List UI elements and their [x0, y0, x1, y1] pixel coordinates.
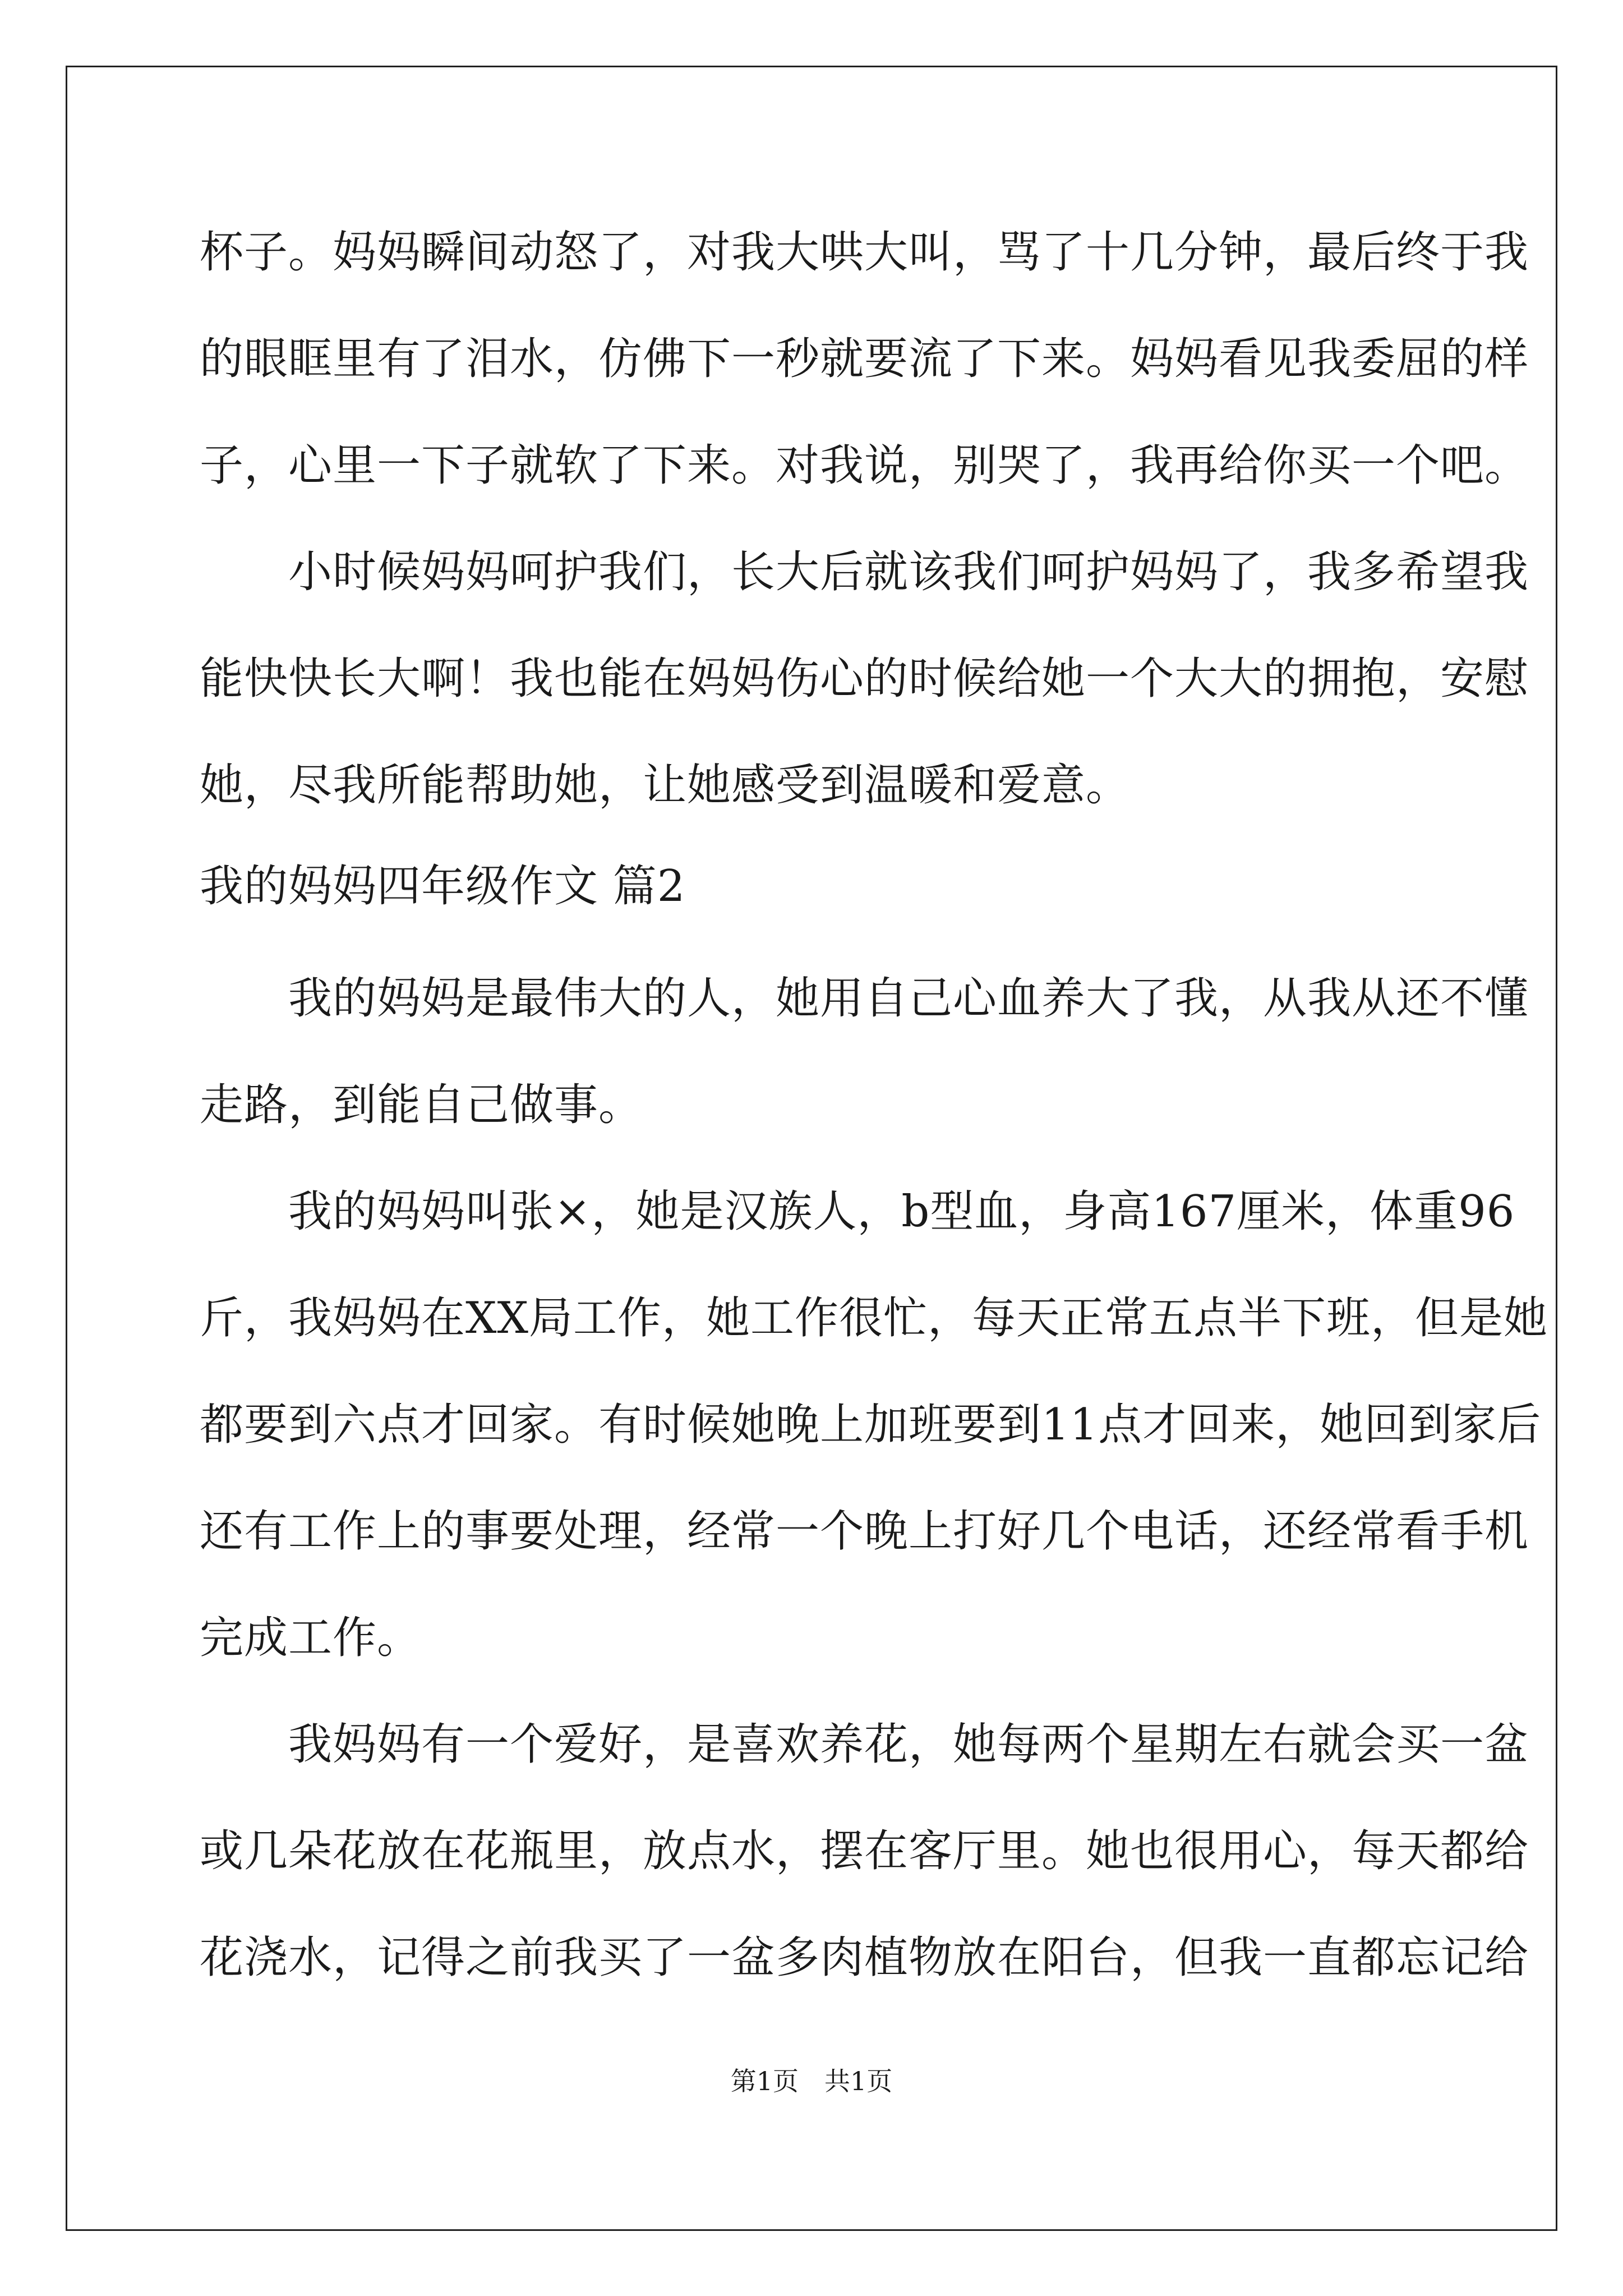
body-line: 能快快长大啊！我也能在妈妈伤心的时候给她一个大大的拥抱，安慰 — [200, 654, 1529, 704]
page-footer: 第1页 共1页 — [730, 2066, 893, 2096]
section-heading: 我的妈妈四年级作文 篇2 — [200, 861, 686, 912]
body-line: 的眼眶里有了泪水，仿佛下一秒就要流了下来。妈妈看见我委屈的样 — [200, 334, 1529, 384]
body-line: 我的妈妈是最伟大的人，她用自己心血养大了我，从我从还不懂 — [200, 973, 1529, 1024]
body-line: 还有工作上的事要处理，经常一个晚上打好几个电话，还经常看手机 — [200, 1506, 1529, 1557]
body-line: 走路，到能自己做事。 — [200, 1080, 643, 1130]
body-line: 子，心里一下子就软了下来。对我说，别哭了，我再给你买一个吧。 — [200, 440, 1529, 491]
body-line: 我妈妈有一个爱好，是喜欢养花，她每两个星期左右就会买一盆 — [200, 1719, 1529, 1770]
body-line: 或几朵花放在花瓶里，放点水，摆在客厅里。她也很用心，每天都给 — [200, 1826, 1529, 1876]
body-line: 小时候妈妈呵护我们，长大后就该我们呵护妈妈了，我多希望我 — [200, 547, 1529, 597]
page-border — [66, 66, 1557, 2231]
body-line: 完成工作。 — [200, 1613, 422, 1663]
body-line: 花浇水，记得之前我买了一盆多肉植物放在阳台，但我一直都忘记给 — [200, 1932, 1529, 1983]
body-line: 斤，我妈妈在XX局工作，她工作很忙，每天正常五点半下班，但是她 — [200, 1293, 1548, 1343]
body-line: 她，尽我所能帮助她，让她感受到温暖和爱意。 — [200, 760, 1131, 811]
body-line: 都要到六点才回家。有时候她晚上加班要到11点才回来，她回到家后 — [200, 1400, 1542, 1450]
body-line: 杯子。妈妈瞬间动怒了，对我大哄大叫，骂了十几分钟，最后终于我 — [200, 227, 1529, 278]
body-line: 我的妈妈叫张×，她是汉族人，b型血，身高167厘米，体重96 — [200, 1186, 1515, 1237]
